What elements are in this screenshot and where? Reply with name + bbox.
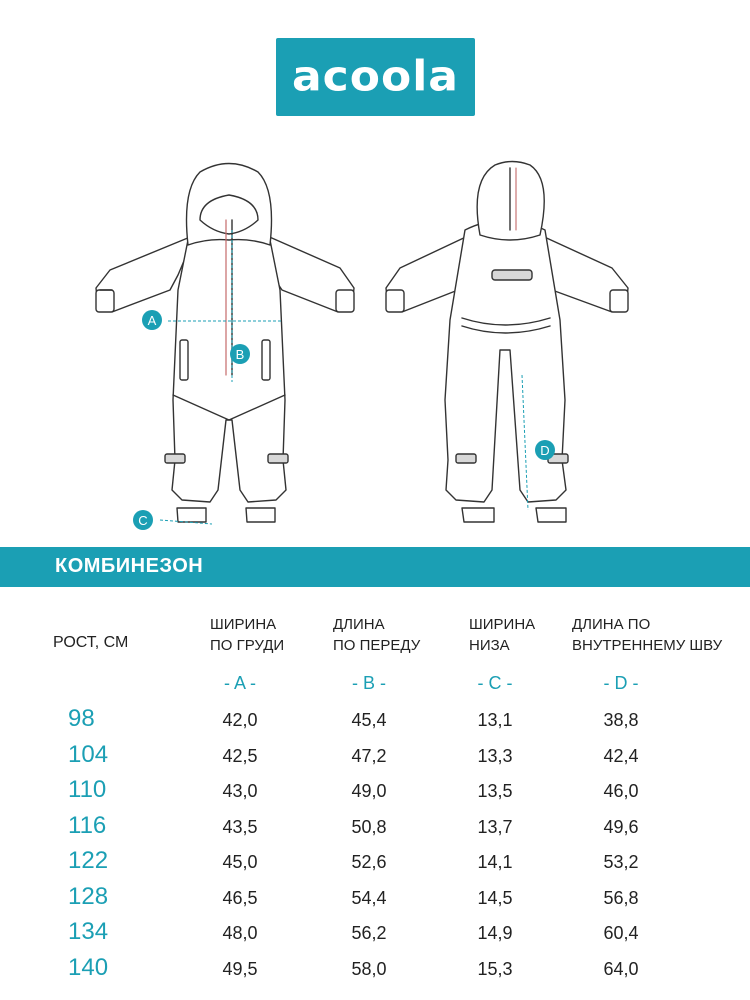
front-view-drawing [96, 164, 354, 523]
product-title-band [0, 547, 750, 587]
inseam-length-value: 38,8 [603, 710, 639, 730]
size-value: 110 [68, 776, 107, 803]
column-header-b-line2: ПО ПЕРЕДУ [333, 637, 421, 654]
size-value: 116 [68, 811, 107, 839]
inseam-length-value: 49,6 [603, 816, 639, 837]
column-header-d-line1: ДЛИНА ПО [572, 616, 651, 633]
inseam-length-value: 60,4 [603, 923, 639, 943]
front-length-value: 49,0 [351, 781, 387, 801]
front-length-value: 45,4 [351, 710, 387, 730]
column-header-b [333, 614, 420, 656]
table-row [0, 882, 750, 918]
front-length-value: 50,8 [351, 816, 387, 837]
column-header-d-line2: ВНУТРЕННЕМУ ШВУ [572, 637, 723, 654]
label-c: C [138, 513, 148, 528]
size-value: 104 [68, 740, 109, 768]
hem-width-value: 13,1 [477, 710, 513, 730]
hem-width-value: 13,5 [477, 781, 513, 801]
table-row [0, 917, 750, 953]
column-header-c-line1: ШИРИНА [469, 616, 536, 633]
column-letter-b: - B - [352, 673, 386, 693]
chest-width-value: 48,0 [222, 923, 258, 943]
size-value: 122 [68, 847, 109, 874]
size-value: 134 [68, 918, 109, 945]
inseam-length-value: 53,2 [603, 852, 639, 872]
column-header-c-line2: НИЗА [469, 637, 510, 654]
hem-width-value: 14,5 [477, 887, 513, 908]
chest-width-value: 46,5 [222, 887, 258, 908]
column-header-a-line1: ШИРИНА [210, 616, 277, 633]
front-length-value: 52,6 [351, 852, 387, 872]
label-b: B [235, 347, 245, 362]
brand-logo-text: acoola [291, 52, 459, 101]
hem-width-value: 14,9 [477, 923, 513, 943]
front-length-value: 47,2 [351, 745, 387, 766]
label-a: A [147, 313, 157, 328]
front-length-value: 56,2 [351, 923, 387, 943]
column-header-d [572, 614, 722, 656]
label-d-marker [535, 440, 555, 460]
inseam-length-value: 64,0 [603, 958, 639, 979]
table-row [0, 740, 750, 776]
column-letter-d: - D - [603, 673, 639, 693]
table-row [0, 775, 750, 811]
label-d: D [540, 443, 550, 458]
label-b-marker [230, 344, 250, 364]
table-row [0, 811, 750, 847]
back-view-drawing [386, 162, 628, 523]
garment-drawings [0, 150, 750, 540]
inseam-length-value: 56,8 [603, 887, 639, 908]
column-letter-a: - A - [223, 673, 256, 693]
column-letter-c: - C - [477, 673, 513, 693]
table-row [0, 953, 750, 989]
column-header-c [469, 614, 535, 656]
brand-logo [276, 38, 475, 116]
hem-width-value: 14,1 [477, 852, 513, 872]
size-value: 140 [68, 953, 109, 981]
table-row [0, 846, 750, 882]
hem-width-value: 13,7 [477, 816, 513, 837]
chest-width-value: 42,0 [222, 710, 258, 730]
chest-width-value: 43,0 [222, 781, 258, 801]
column-header-a [210, 614, 284, 656]
label-a-marker [142, 310, 162, 330]
column-header-b-line1: ДЛИНА [333, 616, 385, 633]
front-length-value: 54,4 [351, 887, 387, 908]
chest-width-value: 45,0 [222, 852, 258, 872]
size-table [0, 704, 750, 988]
label-c-marker [133, 510, 153, 530]
size-value: 128 [68, 882, 109, 910]
size-column-header: РОСТ, СМ [53, 634, 129, 651]
size-value: 98 [68, 705, 95, 732]
inseam-length-value: 42,4 [603, 745, 639, 766]
hem-width-value: 13,3 [477, 745, 513, 766]
chest-width-value: 43,5 [222, 816, 258, 837]
front-length-value: 58,0 [351, 958, 387, 979]
column-header-a-line2: ПО ГРУДИ [210, 637, 285, 654]
table-row [0, 704, 750, 740]
chest-width-value: 49,5 [222, 958, 258, 979]
inseam-length-value: 46,0 [603, 781, 639, 801]
chest-width-value: 42,5 [222, 745, 258, 766]
product-title: КОМБИНЕЗОН [55, 555, 204, 577]
hem-width-value: 15,3 [477, 958, 513, 979]
